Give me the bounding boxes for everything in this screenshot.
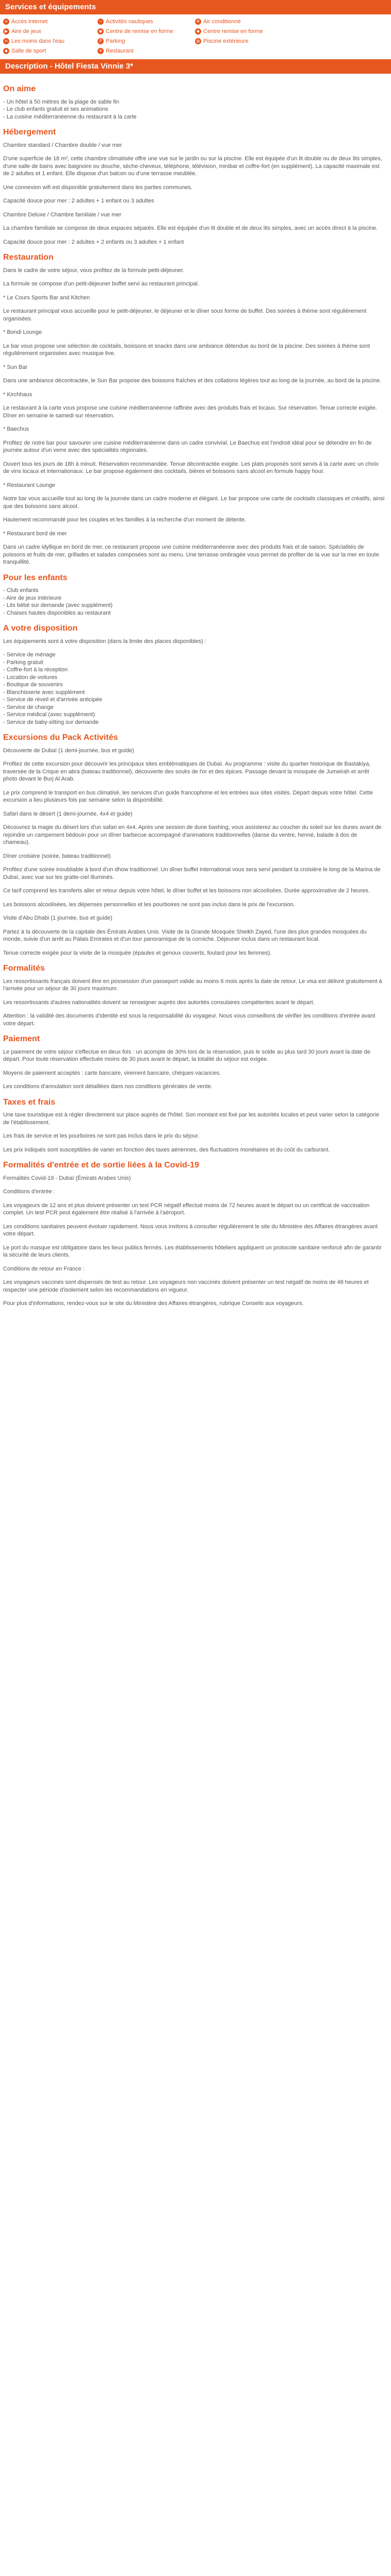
section-paragraph: * Sun Bar xyxy=(3,364,28,370)
section-paragraph: - Club enfants - Aire de jeux intérieure - Lits bébé sur demande (avec supplément) - Chaises hautes disponibles au restaurant xyxy=(3,587,113,616)
service-item xyxy=(195,28,292,35)
section-paragraph: * Restaurant bord de mer xyxy=(3,530,67,537)
service-item xyxy=(97,28,195,35)
section-paragraph: Conditions de retour en France : xyxy=(3,1265,85,1272)
section-paragraph: Une taxe touristique est à régler directement sur place auprès de l'hôtel. Son montant est fixé par les autorités locales et peut varier selon la catégorie de l'établissement. xyxy=(3,1112,380,1126)
services-row xyxy=(0,46,391,56)
description-header: Description - Hôtel Fiesta Vinnie 3* xyxy=(0,59,391,74)
section-paragraph: Capacité douce pour mer : 2 adultes + 1 enfant ou 3 adultes xyxy=(3,198,154,204)
description-content xyxy=(3,77,385,1314)
section-paragraph: Les voyageurs vaccinés sont dispensés de test au retour. Les voyageurs non vaccinés doivent présenter un test négatif de moins de 48 heures et respecter une période d'isolement selon les recommandations en vigueur. xyxy=(3,1279,369,1293)
section-paragraph: Dîner croisière (soirée, bateau traditionnel) xyxy=(3,853,111,859)
section-paragraph: Safari dans le désert (1 demi-journée, 4x4 et guide) xyxy=(3,810,133,817)
section-paragraph: Les prix indiqués sont susceptibles de varier en fonction des taxes aériennes, des fluctuations monétaires et du coût du carburant. xyxy=(3,1146,330,1153)
service-item xyxy=(97,48,195,54)
parking-icon: P xyxy=(97,38,104,44)
section-paragraph: Les boissons alcoolisées, les dépenses personnelles et les pourboires ne sont pas inclus dans le prix de l'excursion. xyxy=(3,901,295,908)
wave-icon: ~ xyxy=(97,19,104,25)
section-paragraph: Pour plus d'informations, rendez-vous sur le site du Ministère des Affaires étrangères, rubrique Conseils aux voyageurs. xyxy=(3,1300,304,1307)
gym-icon: ◆ xyxy=(3,48,9,54)
section-paragraph: Chambre standard / Chambre double / vue mer xyxy=(3,142,122,148)
section-paragraph: * Bondi Lounge xyxy=(3,329,42,335)
section-paragraph: Formalités Covid-19 - Dubaï (Émirats Arabes Unis) xyxy=(3,1175,131,1181)
snowflake-icon: ❄ xyxy=(195,19,201,25)
section-paragraph: Notre bar vous accueille tout au long de la journée dans un cadre moderne et élégant. Le bar propose une carte de cocktails classiques et créatifs, ainsi que des boissons sans alcool. xyxy=(3,496,385,510)
section-paragraph: Les conditions sanitaires peuvent évoluer rapidement. Nous vous invitons à consulter régulièrement le site du Ministère des Affaires étrangères avant votre départ. xyxy=(3,1223,378,1237)
section-paragraph: Hautement recommandé pour les couples et les familles à la recherche d'un moment de détente. xyxy=(3,517,247,523)
service-item xyxy=(0,19,97,25)
section-paragraph: D'une superficie de 18 m², cette chambre climatisée offre une vue sur le jardin ou sur la piscine. Elle est équipée d'un lit double ou de deux lits simples, d'une salle de bains avec baignoire ou douche, sèche-cheveux, téléphone, télévision, minibar et coffre-fort (en supplément). La capacité maximale est de 2 adultes et 1 enfant. Elle dispose d'un balcon ou d'une terrasse meublée. xyxy=(3,156,382,177)
section-paragraph: Le paiement de votre séjour s'effectue en deux fois : un acompte de 30% lors de la réservation, puis le solde au plus tard 30 jours avant la date de départ. Pour toute réservation effectuée moins de 30 jours avant le départ, la totalité du séjour est exigée. xyxy=(3,1048,370,1062)
service-label: Centre de remise en forme xyxy=(106,28,173,35)
service-item xyxy=(0,48,97,54)
section-paragraph: Profitez de notre bar pour savourer une cuisine méditerranéenne dans un cadre convivial. Le Baechus est l'endroit idéal pour se détendre en fin de journée autour d'un verre avec des spécialités régionales. xyxy=(3,439,372,453)
section-paragraph: La formule se compose d'un petit-déjeuner buffet servi au restaurant principal. xyxy=(3,281,199,287)
service-item xyxy=(97,19,195,25)
service-item xyxy=(195,38,292,44)
section-paragraph: Les frais de service et les pourboires ne sont pas inclus dans le prix du séjour. xyxy=(3,1133,200,1139)
section-heading: Excursions du Pack Activités xyxy=(3,733,118,742)
section-paragraph: Tenue correcte exigée pour la visite de la mosquée (épaules et genoux couverts, foulard pour les femmes). xyxy=(3,950,272,956)
section-paragraph: Visite d'Abu Dhabi (1 journée, bus et guide) xyxy=(3,915,112,921)
service-label: Activités nautiques xyxy=(106,18,153,25)
section-paragraph: Dans le cadre de votre séjour, vous profitez de la formule petit-déjeuner. xyxy=(3,267,184,274)
service-label: Salle de sport xyxy=(11,47,46,54)
section-paragraph: Le bar vous propose une sélection de cocktails, boissons et snacks dans une ambiance détendue au bord de la piscine. Des soirées à thème sont régulièrement organisées avec musique live. xyxy=(3,343,370,357)
service-item xyxy=(0,38,97,44)
section-paragraph: Conditions d'entrée : xyxy=(3,1189,55,1195)
section-paragraph: La chambre familiale se compose de deux espaces séparés. Elle est équipée d'un lit double et de deux lits simples, avec un accès direct à la piscine. xyxy=(3,225,378,231)
swim-icon: ≈ xyxy=(3,38,9,44)
fork-knife-icon: ✕ xyxy=(97,48,104,54)
section-heading: Formalités d'entrée et de sortie liées à la Covid-19 xyxy=(3,1161,199,1170)
section-paragraph: - Service de ménage - Parking gratuit - Coffre-fort à la réception - Location de voitures - Boutique de souvenirs - Blanchisserie avec supplément - Service de réveil et d'arrivée anticipée - Service de change - Service médical (avec supplément) - Service de baby-sitting sur demande xyxy=(3,652,103,725)
service-item xyxy=(195,19,292,25)
section-heading: A votre disposition xyxy=(3,624,78,633)
section-heading: Hébergement xyxy=(3,128,56,137)
service-item xyxy=(0,28,97,35)
pool-icon: ◍ xyxy=(195,38,201,44)
section-paragraph: Profitez de cette excursion pour découvrir les principaux sites emblématiques de Dubaï. Au programme : visite du quartier historique de Bastakiya, traversée de la Crique en abra (bateau traditionnel), découverte des souks de l'or et des épices. Passage devant la mosquée de Jumeirah et arrêt photo devant le Burj Al Arab. xyxy=(3,761,371,782)
service-label: Aire de jeux xyxy=(11,28,42,35)
section-paragraph: Les voyageurs de 12 ans et plus doivent présenter un test PCR négatif effectué moins de 72 heures avant le départ ou un certificat de vaccination complet. Un test PCR peut également être réalisé à l'arrivée à l'aéroport. xyxy=(3,1202,370,1216)
services-grid xyxy=(0,16,391,56)
service-label: Air conditionné xyxy=(203,18,241,25)
services-row xyxy=(0,36,391,46)
dumbbell-icon: ◆ xyxy=(195,28,201,35)
section-paragraph: Découvrez la magie du désert lors d'un safari en 4x4. Après une session de dune bashing, vous assisterez au coucher du soleil sur les dunes avant de rejoindre un campement bédouin pour un dîner barbecue accompagné d'animations traditionnelles (danse du ventre, henné, balade à dos de chameau). xyxy=(3,824,382,845)
section-paragraph: Dans un cadre idyllique en bord de mer, ce restaurant propose une cuisine méditerranéenne avec des produits frais et de saison. Spécialités de poissons et fruits de mer, grillades et salades composées sont au menu. Une terrasse ombragée vous permet de profiter de la vue sur la mer en toute tranquillité. xyxy=(3,544,379,565)
play-icon: ▶ xyxy=(3,28,9,35)
section-paragraph: Le port du masque est obligatoire dans les lieux publics fermés. Les établissements hôteliers appliquent un protocole sanitaire renforcé afin de garantir la sécurité de leurs clients. xyxy=(3,1244,382,1258)
service-label: Restaurant xyxy=(106,47,134,54)
section-paragraph: - Un hôtel à 50 mètres de la plage de sable fin - Le club enfants gratuit et ses animations - La cuisine méditerranéenne du restaurant à la carte xyxy=(3,98,137,120)
section-paragraph: Partez à la découverte de la capitale des Émirats Arabes Unis. Visite de la Grande Mosquée Sheikh Zayed, l'une des plus grandes mosquées du monde, suivie d'un arrêt au Palais Emirates et d'un tour panoramique de la corniche. Déjeuner inclus dans un restaurant local. xyxy=(3,928,367,942)
section-heading: Restauration xyxy=(3,253,54,262)
section-paragraph: Capacité douce pour mer : 2 adultes + 2 enfants ou 3 adultes + 1 enfant xyxy=(3,239,184,245)
section-paragraph: Ouvert tous les jours de 18h à minuit. Réservation recommandée. Tenue décontractée exigée. Les plats proposés sont servis à la carte avec un choix de vins locaux et internationaux. Le bar propose également des cocktails, bières et boissons sans alcool en formule happy hour. xyxy=(3,461,379,474)
section-paragraph: * Le Cours Sports Bar and Kitchen xyxy=(3,294,90,301)
section-heading: Formalités xyxy=(3,964,45,973)
section-paragraph: Chambre Deluxe / Chambre familiale / vue mer xyxy=(3,211,122,218)
section-heading: Taxes et frais xyxy=(3,1097,56,1107)
section-heading: Paiement xyxy=(3,1035,40,1043)
service-label: Piscine extérieure xyxy=(203,38,249,44)
services-row xyxy=(0,26,391,36)
services-row xyxy=(0,16,391,26)
dumbbell-icon: ◆ xyxy=(97,28,104,35)
section-paragraph: Les équipements sont à votre disposition (dans la limite des places disponibles) : xyxy=(3,638,206,645)
section-paragraph: Dans une ambiance décontractée, le Sun Bar propose des boissons fraîches et des collations légères tout au long de la journée, au bord de la piscine. xyxy=(3,378,382,384)
section-paragraph: Ce tarif comprend les transferts aller et retour depuis votre hôtel, le dîner buffet et les boissons non alcoolisées. Durée approximative de 2 heures. xyxy=(3,888,370,894)
section-paragraph: Attention : la validité des documents d'identité est sous la responsabilité du voyageur. Nous vous conseillons de vérifier les conditions d'entrée avant votre départ. xyxy=(3,1013,376,1027)
service-label: Parking xyxy=(106,38,125,44)
service-item xyxy=(97,38,195,44)
section-paragraph: Les ressortissants d'autres nationalités doivent se renseigner auprès des autorités consulaires compétentes avant le départ. xyxy=(3,999,315,1006)
section-paragraph: Les ressortissants français doivent être en possession d'un passeport valide au moins 6 mois après la date de retour. Le visa est délivré gratuitement à l'arrivée pour un séjour de 30 jours maximum. xyxy=(3,978,382,992)
service-label: Centre remise en forme xyxy=(203,28,263,35)
section-paragraph: Découverte de Dubaï (1 demi-journée, bus et guide) xyxy=(3,747,134,754)
services-header: Services et équipements xyxy=(0,0,391,14)
service-label: Les moins dans l'eau xyxy=(11,38,64,44)
section-heading: Pour les enfants xyxy=(3,573,68,582)
section-paragraph: Le restaurant à la carte vous propose une cuisine méditerranéenne raffinée avec des produits frais et locaux. Sur réservation. Tenue correcte exigée. Dîner en semaine le samedi sur réservation. xyxy=(3,405,377,419)
section-paragraph: Les conditions d'annulation sont détaillées dans nos conditions générales de vente. xyxy=(3,1083,213,1090)
section-paragraph: Moyens de paiement acceptés : carte bancaire, virement bancaire, chèques vacances. xyxy=(3,1070,221,1076)
section-paragraph: * Kirchhaus xyxy=(3,391,32,398)
service-label: Accès Internet xyxy=(11,18,48,25)
section-paragraph: Une connexion wifi est disponible gratuitement dans les parties communes. xyxy=(3,184,192,191)
section-paragraph: Le restaurant principal vous accueille pour le petit-déjeuner, le déjeuner et le dîner sous forme de buffet. Des soirées à thème sont régulièrement organisées. xyxy=(3,308,367,322)
section-paragraph: * Baechus xyxy=(3,426,29,432)
section-paragraph: Profitez d'une soirée inoubliable à bord d'un dhow traditionnel. Un dîner buffet international vous sera servi pendant la croisière le long de la Marina de Dubaï, avec vue sur les gratte-ciel illuminés. xyxy=(3,867,381,880)
section-paragraph: Le prix comprend le transport en bus climatisé, les services d'un guide francophone et les entrées aux sites visités. Départ depuis votre hôtel. Cette excursion a lieu plusieurs fois par semaine selon la disponibilité. xyxy=(3,789,373,803)
section-paragraph: * Restaurant Lounge xyxy=(3,482,55,488)
section-heading: On aime xyxy=(3,84,36,93)
wifi-icon: ≈ xyxy=(3,19,9,25)
